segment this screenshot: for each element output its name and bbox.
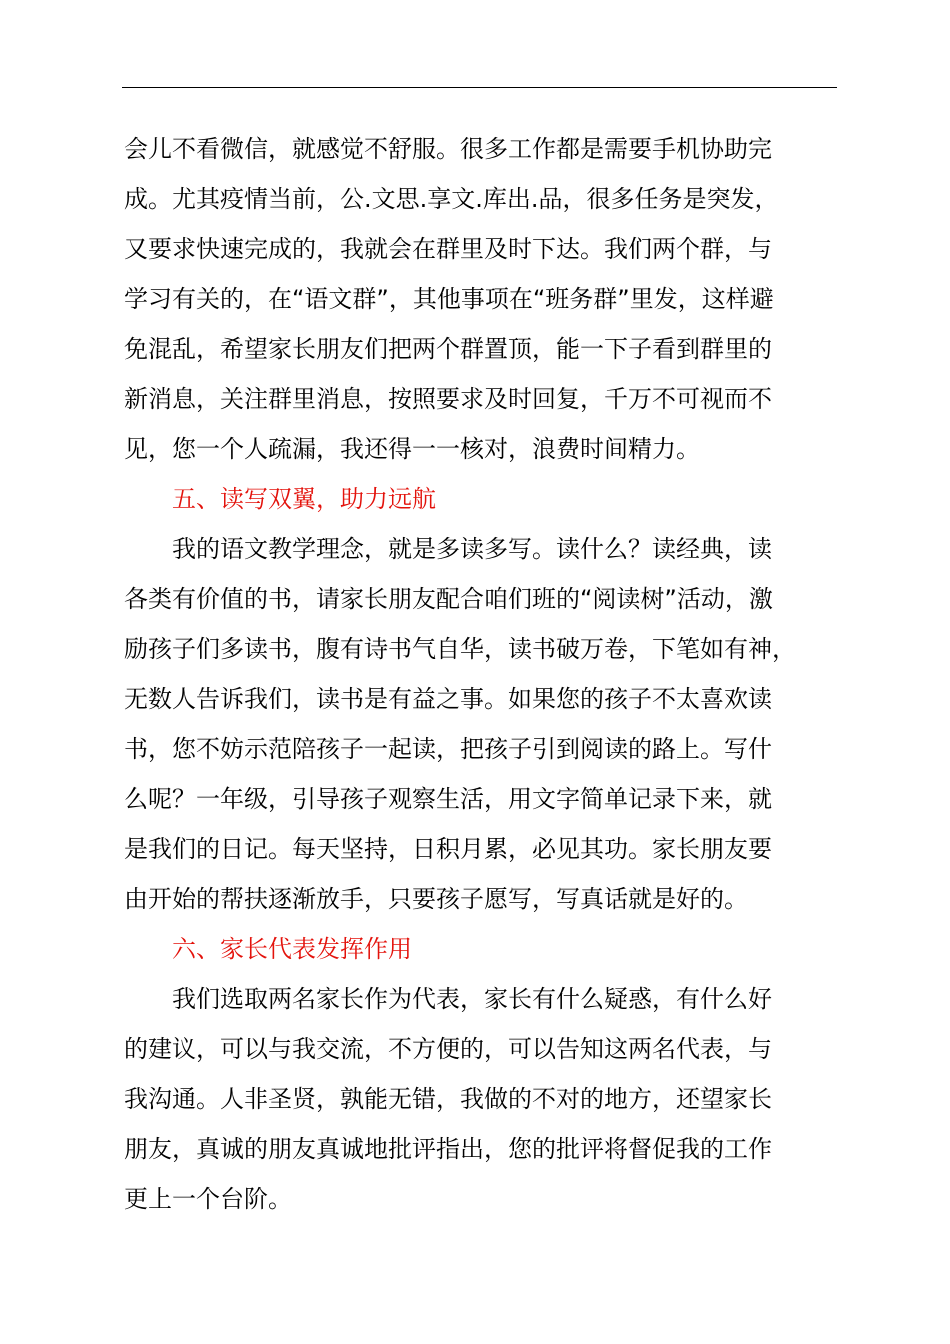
body-text-line: 更上一个台阶。 <box>124 1185 292 1213</box>
body-text-line: 无数人告诉我们，读书是有益之事。如果您的孩子不太喜欢读 <box>124 685 772 713</box>
section-heading: 五、读写双翼，助力远航 <box>172 485 436 513</box>
body-text-line: 会儿不看微信，就感觉不舒服。很多工作都是需要手机协助完 <box>124 135 772 163</box>
section-heading: 六、家长代表发挥作用 <box>172 935 412 963</box>
body-text-line: 各类有价值的书，请家长朋友配合咱们班的“阅读树”活动，激 <box>124 585 773 613</box>
body-text-line: 我们选取两名家长作为代表，家长有什么疑惑，有什么好 <box>172 985 772 1013</box>
header-rule <box>122 87 837 88</box>
body-text-line: 是我们的日记。每天坚持，日积月累，必见其功。家长朋友要 <box>124 835 772 863</box>
body-text-line: 新消息，关注群里消息，按照要求及时回复，千万不可视而不 <box>124 385 772 413</box>
body-text-line: 见，您一个人疏漏，我还得一一核对，浪费时间精力。 <box>124 435 700 463</box>
body-text-line: 的建议，可以与我交流，不方便的，可以告知这两名代表，与 <box>124 1035 772 1063</box>
body-text-line: 由开始的帮扶逐渐放手，只要孩子愿写，写真话就是好的。 <box>124 885 748 913</box>
body-text-line: 学习有关的，在“语文群”，其他事项在“班务群”里发，这样避 <box>124 285 774 313</box>
body-text-line: 么呢？一年级，引导孩子观察生活，用文字简单记录下来，就 <box>124 785 772 813</box>
body-text-line: 我的语文教学理念，就是多读多写。读什么？读经典，读 <box>172 535 772 563</box>
body-text-line: 免混乱，希望家长朋友们把两个群置顶，能一下子看到群里的 <box>124 335 772 363</box>
body-text-line: 朋友，真诚的朋友真诚地批评指出，您的批评将督促我的工作 <box>124 1135 772 1163</box>
body-text-line: 书，您不妨示范陪孩子一起读，把孩子引到阅读的路上。写什 <box>124 735 772 763</box>
body-text-line: 又要求快速完成的，我就会在群里及时下达。我们两个群，与 <box>124 235 772 263</box>
document-body <box>124 124 840 1224</box>
body-text-line: 励孩子们多读书，腹有诗书气自华，读书破万卷，下笔如有神， <box>124 635 796 663</box>
body-text-line: 成。尤其疫情当前，公.文思.享文.库出.品，很多任务是突发， <box>124 185 779 213</box>
body-text-line: 我沟通。人非圣贤，孰能无错，我做的不对的地方，还望家长 <box>124 1085 772 1113</box>
text-lines <box>124 124 840 1224</box>
